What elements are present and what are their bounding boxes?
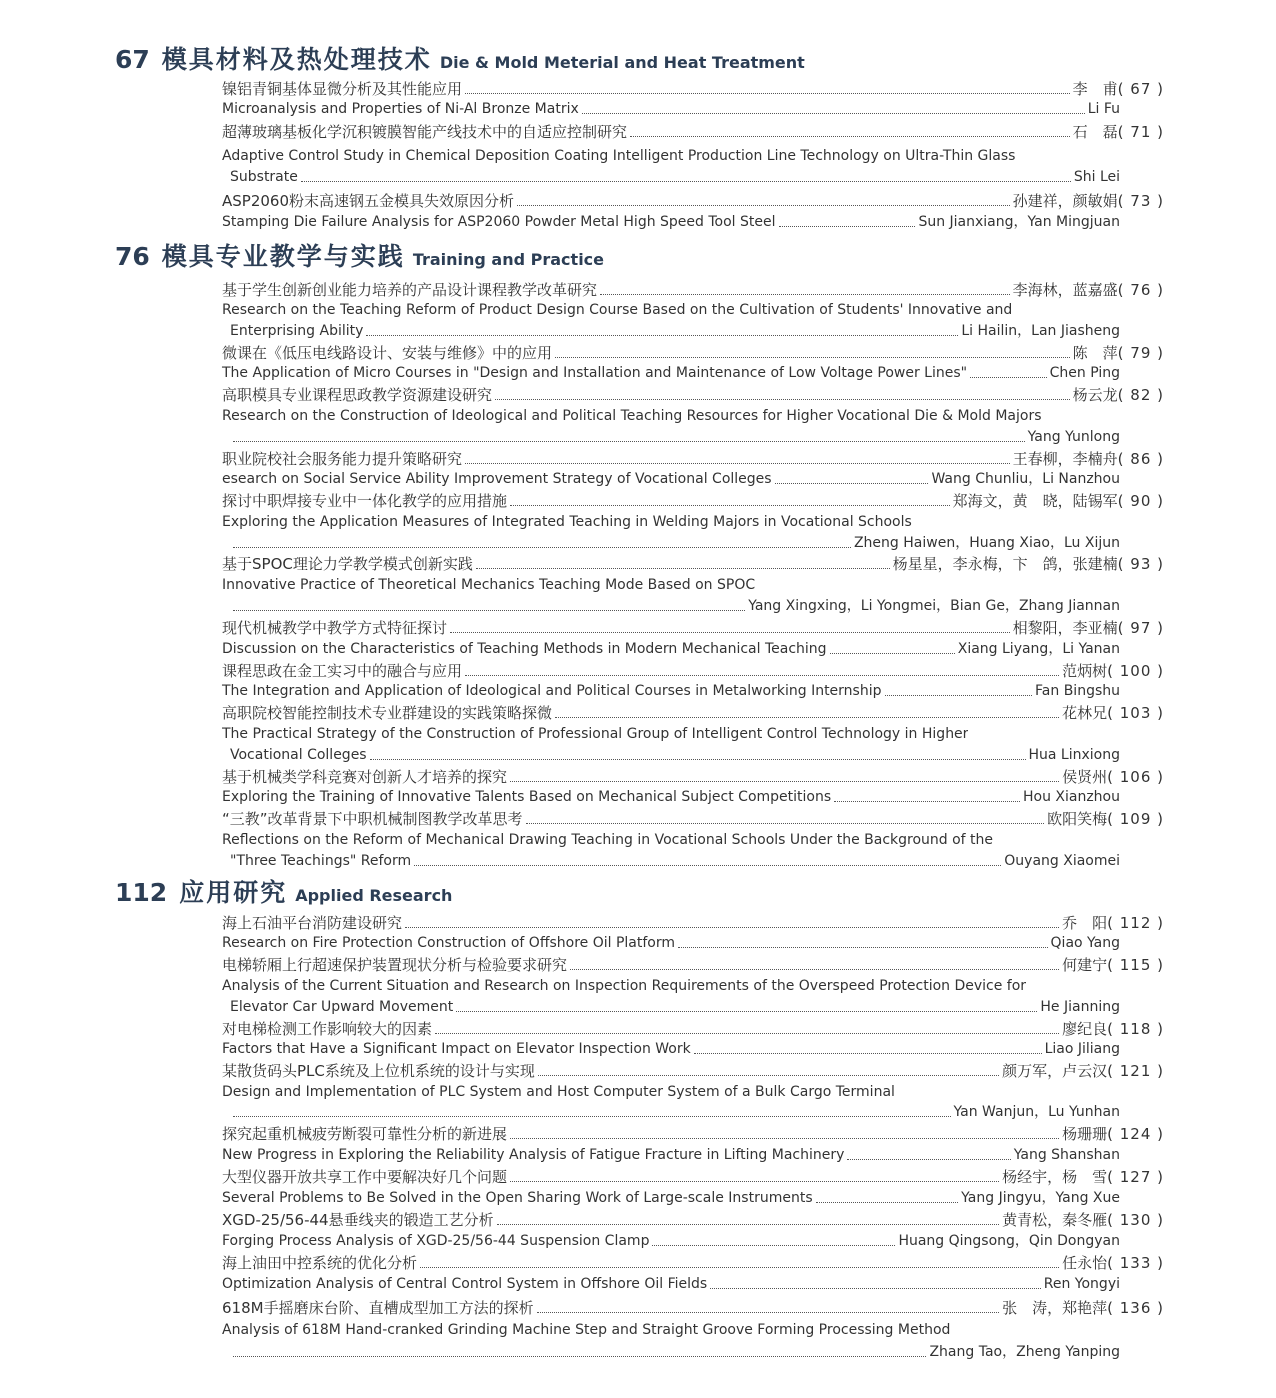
entry-authors-zh: 欧阳笑梅: [1047, 810, 1108, 828]
entry-authors-en: Yang Shanshan: [1013, 1147, 1120, 1163]
dot-leader: [600, 294, 1010, 295]
toc-entry-en: [230, 745, 1120, 765]
toc-entry-zh[interactable]: [222, 343, 1164, 363]
toc-entry-en: [222, 99, 1120, 119]
entry-authors-en: Ren Yongyi: [1043, 1276, 1120, 1292]
dot-leader: [570, 969, 1059, 970]
page-number: ( 71 ): [1117, 123, 1164, 141]
entry-title-zh: 基于机械类学科竞赛对创新人才培养的探究: [222, 768, 508, 786]
toc-entry-en: [222, 933, 1120, 953]
toc-entry-en: [222, 1188, 1120, 1208]
dot-leader: [694, 1053, 1042, 1054]
entry-title-en: "Three Teachings" Reform: [230, 853, 412, 869]
dot-leader: [465, 93, 1070, 94]
dot-leader: [537, 1312, 1000, 1313]
toc-entry-en: [222, 1145, 1120, 1165]
dot-leader: [435, 1033, 1059, 1034]
dot-leader: [526, 823, 1045, 824]
dot-leader: [510, 505, 950, 506]
toc-entry-en: [222, 212, 1120, 232]
entry-title-zh: 海上油田中控系统的优化分析: [222, 1254, 418, 1272]
toc-entry-en: [230, 851, 1120, 871]
entry-authors-zh: 乔 阳: [1062, 914, 1108, 932]
entry-title-en: Innovative Practice of Theoretical Mechanics Teaching Mode Based on SPOC: [222, 577, 756, 593]
dot-leader: [233, 1116, 951, 1117]
entry-title-en: Adaptive Control Study in Chemical Deposition Coating Intelligent Production Line Technology on Ultra-Thin Glass: [222, 148, 1016, 164]
toc-entry-en: [222, 512, 1120, 532]
page-number: ( 76 ): [1117, 281, 1164, 299]
page-number: ( 100 ): [1107, 662, 1164, 680]
entry-authors-en: Fan Bingshu: [1035, 683, 1120, 699]
page-number: ( 73 ): [1117, 192, 1164, 210]
entry-title-zh: XGD-25/56-44悬垂线夹的锻造工艺分析: [222, 1211, 494, 1229]
toc-entry-zh[interactable]: [222, 1167, 1164, 1187]
page-number: ( 136 ): [1107, 1299, 1164, 1317]
dot-leader: [497, 1224, 1000, 1225]
section-number: 76: [115, 242, 150, 271]
toc-entry-zh[interactable]: [222, 767, 1164, 787]
entry-authors-zh: 廖纪良: [1062, 1020, 1108, 1038]
section-title-zh: 模具专业教学与实践: [161, 242, 405, 271]
toc-entry-en: [230, 1102, 1120, 1122]
dot-leader: [510, 781, 1059, 782]
toc-entry-zh[interactable]: [222, 703, 1164, 723]
entry-authors-en: Sun Jianxiang，Yan Mingjuan: [918, 214, 1120, 230]
entry-authors-zh: 杨珊珊: [1062, 1125, 1108, 1143]
entry-authors-en: Zhang Tao，Zheng Yanping: [929, 1344, 1120, 1360]
entry-title-en: Elevator Car Upward Movement: [230, 999, 454, 1015]
page-number: ( 124 ): [1107, 1125, 1164, 1143]
entry-authors-en: Yang Jingyu，Yang Xue: [961, 1190, 1120, 1206]
toc-entry-zh[interactable]: [222, 191, 1164, 211]
entry-title-zh: “三教”改革背景下中职机械制图教学改革思考: [222, 810, 523, 828]
toc-entry-en: [222, 681, 1120, 701]
entry-title-zh: 电梯轿厢上行超速保护装置现状分析与检验要求研究: [222, 956, 568, 974]
entry-authors-zh: 石 磊: [1072, 123, 1118, 141]
entry-title-zh: ASP2060粉末高速钢五金模具失效原因分析: [222, 192, 515, 210]
entry-title-en: Substrate: [230, 169, 298, 185]
toc-entry-en: [222, 830, 1120, 850]
page-number: ( 106 ): [1107, 768, 1164, 786]
toc-entry-zh[interactable]: [222, 79, 1164, 99]
dot-leader: [495, 399, 1070, 400]
dot-leader: [630, 136, 1070, 137]
entry-title-en: Exploring the Application Measures of Integrated Teaching in Welding Majors in Vocational Schools: [222, 514, 912, 530]
toc-entry-zh[interactable]: [222, 1124, 1164, 1144]
entry-title-en: Design and Implementation of PLC System and Host Computer System of a Bulk Cargo Terminal: [222, 1084, 895, 1100]
toc-entry-zh[interactable]: [222, 1061, 1164, 1081]
entry-authors-zh: 杨经宇，杨 雪: [1002, 1168, 1108, 1186]
entry-authors-zh: 郑海文，黄 晓，陆锡军: [952, 492, 1118, 510]
toc-entry-zh[interactable]: [222, 449, 1164, 469]
toc-entry-zh[interactable]: [222, 618, 1164, 638]
dot-leader: [816, 1202, 959, 1203]
entry-title-zh: 高职模具专业课程思政教学资源建设研究: [222, 386, 493, 404]
entry-title-en: The Integration and Application of Ideological and Political Courses in Metalworking Internship: [222, 683, 882, 699]
entry-authors-zh: 相黎阳，李亚楠: [1012, 619, 1118, 637]
entry-title-zh: 现代机械教学中教学方式特征探讨: [222, 619, 448, 637]
page-number: ( 67 ): [1117, 80, 1164, 98]
toc-entry-zh[interactable]: [222, 955, 1164, 975]
toc-entry-zh[interactable]: [222, 1298, 1164, 1318]
toc-entry-en: [230, 167, 1120, 187]
page-number: ( 97 ): [1117, 619, 1164, 637]
entry-title-en: Exploring the Training of Innovative Talents Based on Mechanical Subject Competitions: [222, 789, 832, 805]
dot-leader: [476, 568, 890, 569]
entry-title-zh: 微课在《低压电线路设计、安装与维修》中的应用: [222, 344, 553, 362]
dot-leader: [885, 695, 1033, 696]
toc-entry-en: [222, 724, 1120, 744]
page-number: ( 133 ): [1107, 1254, 1164, 1272]
entry-authors-zh: 张 涛，郑艳萍: [1002, 1299, 1108, 1317]
entry-title-en: Stamping Die Failure Analysis for ASP2060 Powder Metal High Speed Tool Steel: [222, 214, 776, 230]
section-header: [115, 237, 604, 273]
entry-authors-en: He Jianning: [1040, 999, 1120, 1015]
entry-title-en: The Practical Strategy of the Construction of Professional Group of Intelligent Control Technology in Higher: [222, 726, 969, 742]
entry-title-en: Research on the Teaching Reform of Product Design Course Based on the Cultivation of Students' Innovative and: [222, 302, 1013, 318]
entry-authors-en: Huang Qingsong，Qin Dongyan: [898, 1233, 1120, 1249]
toc-entry-en: [222, 1320, 1120, 1340]
entry-title-zh: 探讨中职焊接专业中一体化教学的应用措施: [222, 492, 508, 510]
toc-entry-zh[interactable]: [222, 554, 1164, 574]
toc-entry-zh[interactable]: [222, 122, 1164, 142]
dot-leader: [420, 1267, 1059, 1268]
toc-entry-en: [222, 1231, 1120, 1251]
entry-title-en: Microanalysis and Properties of Ni-Al Bronze Matrix: [222, 101, 579, 117]
entry-authors-en: Ouyang Xiaomei: [1004, 853, 1120, 869]
entry-title-en: esearch on Social Service Ability Improvement Strategy of Vocational Colleges: [222, 471, 772, 487]
entry-authors-en: Zheng Haiwen，Huang Xiao，Lu Xijun: [853, 535, 1120, 551]
entry-authors-zh: 杨星星，李永梅，卞 鸽，张建楠: [892, 555, 1118, 573]
dot-leader: [775, 483, 929, 484]
toc-entry-zh[interactable]: [222, 385, 1164, 405]
toc-entry-zh[interactable]: [222, 913, 1164, 933]
entry-authors-en: Chen Ping: [1049, 365, 1120, 381]
toc-entry-en: [230, 427, 1120, 447]
entry-title-zh: 618M手摇磨床台阶、直槽成型加工方法的探析: [222, 1299, 534, 1317]
dot-leader: [233, 441, 1025, 442]
section-title-zh: 模具材料及热处理技术: [161, 45, 432, 74]
entry-title-en: Optimization Analysis of Central Control System in Offshore Oil Fields: [222, 1276, 708, 1292]
dot-leader: [830, 653, 955, 654]
entry-title-zh: 超薄玻璃基板化学沉积镀膜智能产线技术中的自适应控制研究: [222, 123, 628, 141]
toc-entry-en: [222, 363, 1120, 383]
toc-entry-en: [222, 300, 1120, 320]
entry-title-en: Factors that Have a Significant Impact on Elevator Inspection Work: [222, 1041, 691, 1057]
toc-entry-en: [222, 1274, 1120, 1294]
entry-authors-zh: 李 甫: [1072, 80, 1118, 98]
entry-title-en: The Application of Micro Courses in "Design and Installation and Maintenance of Low Voltage Power Lines": [222, 365, 968, 381]
page-number: ( 86 ): [1117, 450, 1164, 468]
section-title-zh: 应用研究: [179, 878, 288, 907]
entry-authors-en: Yang Yunlong: [1027, 429, 1120, 445]
entry-authors-en: Hua Linxiong: [1028, 747, 1120, 763]
toc-entry-en: [230, 321, 1120, 341]
toc-entry-en: [222, 146, 1120, 166]
toc-entry-en: [222, 1082, 1120, 1102]
section-number: 67: [115, 45, 150, 74]
entry-authors-en: Yang Xingxing，Li Yongmei，Bian Ge，Zhang Jiannan: [748, 598, 1120, 614]
entry-authors-en: Shi Lei: [1073, 169, 1120, 185]
toc-entry-en: [222, 787, 1120, 807]
dot-leader: [678, 947, 1048, 948]
dot-leader: [370, 759, 1026, 760]
entry-authors-zh: 侯贤州: [1062, 768, 1108, 786]
toc-entry-en: [230, 533, 1120, 553]
toc-entry-zh[interactable]: [222, 809, 1164, 829]
dot-leader: [465, 463, 1010, 464]
entry-title-zh: 高职院校智能控制技术专业群建设的实践策略探微: [222, 704, 553, 722]
entry-authors-zh: 何建宁: [1062, 956, 1108, 974]
entry-title-en: Discussion on the Characteristics of Teaching Methods in Modern Mechanical Teaching: [222, 641, 827, 657]
entry-authors-en: Li Fu: [1087, 101, 1120, 117]
entry-title-zh: 基于SPOC理论力学教学模式创新实践: [222, 555, 473, 573]
toc-entry-en: [230, 596, 1120, 616]
entry-authors-zh: 颜万军，卢云汉: [1002, 1062, 1108, 1080]
page-number: ( 127 ): [1107, 1168, 1164, 1186]
entry-title-en: Analysis of 618M Hand-cranked Grinding Machine Step and Straight Groove Forming Processing Method: [222, 1322, 951, 1338]
section-title-en: Die & Mold Meterial and Heat Treatment: [439, 53, 805, 72]
entry-title-zh: 课程思政在金工实习中的融合与应用: [222, 662, 463, 680]
entry-title-zh: 镍铝青铜基体显微分析及其性能应用: [222, 80, 463, 98]
dot-leader: [510, 1181, 999, 1182]
section-header: [115, 873, 452, 909]
section-title-en: Applied Research: [295, 886, 453, 905]
entry-authors-en: Qiao Yang: [1050, 935, 1120, 951]
dot-leader: [366, 335, 958, 336]
section-title-en: Training and Practice: [412, 250, 605, 269]
entry-authors-zh: 任永怡: [1062, 1254, 1108, 1272]
page-number: ( 118 ): [1107, 1020, 1164, 1038]
entry-authors-zh: 李海林，蓝嘉盛: [1012, 281, 1118, 299]
entry-title-en: Forging Process Analysis of XGD-25/56-44 Suspension Clamp: [222, 1233, 650, 1249]
page-number: ( 130 ): [1107, 1211, 1164, 1229]
section-header: [115, 40, 805, 76]
dot-leader: [510, 1138, 1059, 1139]
dot-leader: [233, 547, 851, 548]
toc-entry-zh[interactable]: [222, 1210, 1164, 1230]
toc-entry-zh[interactable]: [222, 1253, 1164, 1273]
dot-leader: [970, 377, 1047, 378]
dot-leader: [456, 1011, 1037, 1012]
page-number: ( 112 ): [1107, 914, 1164, 932]
dot-leader: [779, 226, 916, 227]
entry-title-en: Research on Fire Protection Construction of Offshore Oil Platform: [222, 935, 676, 951]
entry-title-zh: 职业院校社会服务能力提升策略研究: [222, 450, 463, 468]
entry-authors-zh: 陈 萍: [1072, 344, 1118, 362]
dot-leader: [652, 1245, 895, 1246]
page-number: ( 121 ): [1107, 1062, 1164, 1080]
dot-leader: [405, 927, 1059, 928]
entry-authors-en: Xiang Liyang，Li Yanan: [957, 641, 1120, 657]
toc-entry-en: [222, 469, 1120, 489]
entry-authors-zh: 黄青松，秦冬雁: [1002, 1211, 1108, 1229]
entry-authors-en: Li Hailin，Lan Jiasheng: [961, 323, 1120, 339]
dot-leader: [582, 113, 1085, 114]
dot-leader: [301, 181, 1071, 182]
dot-leader: [710, 1288, 1041, 1289]
toc-entry-zh[interactable]: [222, 491, 1164, 511]
page-number: ( 103 ): [1107, 704, 1164, 722]
dot-leader: [450, 632, 1010, 633]
page-number: ( 79 ): [1117, 344, 1164, 362]
entry-title-en: Research on the Construction of Ideological and Political Teaching Resources for Higher Vocational Die & Mold Majors: [222, 408, 1042, 424]
entry-title-zh: 大型仪器开放共享工作中要解决好几个问题: [222, 1168, 508, 1186]
entry-authors-zh: 孙建祥，颜敏娟: [1012, 192, 1118, 210]
toc-entry-en: [222, 639, 1120, 659]
entry-title-zh: 对电梯检测工作影响较大的因素: [222, 1020, 433, 1038]
entry-title-en: Vocational Colleges: [230, 747, 367, 763]
page-number: ( 115 ): [1107, 956, 1164, 974]
dot-leader: [414, 865, 1001, 866]
entry-title-zh: 基于学生创新创业能力培养的产品设计课程教学改革研究: [222, 281, 598, 299]
dot-leader: [555, 357, 1070, 358]
page-number: ( 93 ): [1117, 555, 1164, 573]
toc-entry-zh[interactable]: [222, 661, 1164, 681]
dot-leader: [847, 1159, 1010, 1160]
toc-entry-zh[interactable]: [222, 1019, 1164, 1039]
dot-leader: [834, 801, 1020, 802]
entry-title-en: Enterprising Ability: [230, 323, 364, 339]
entry-title-zh: 探究起重机械疲劳断裂可靠性分析的新进展: [222, 1125, 508, 1143]
entry-title-zh: 海上石油平台消防建设研究: [222, 914, 403, 932]
toc-entry-en: [230, 1342, 1120, 1362]
entry-authors-zh: 范炳树: [1062, 662, 1108, 680]
entry-authors-en: Hou Xianzhou: [1022, 789, 1120, 805]
toc-entry-en: [222, 406, 1120, 426]
entry-authors-en: Liao Jiliang: [1044, 1041, 1120, 1057]
page-number: ( 109 ): [1107, 810, 1164, 828]
dot-leader: [465, 675, 1059, 676]
section-number: 112: [115, 878, 168, 907]
entry-title-en: New Progress in Exploring the Reliability Analysis of Fatigue Fracture in Lifting Machinery: [222, 1147, 845, 1163]
entry-authors-zh: 花林兄: [1062, 704, 1108, 722]
entry-title-zh: 某散货码头PLC系统及上位机系统的设计与实现: [222, 1062, 535, 1080]
dot-leader: [538, 1075, 999, 1076]
toc-entry-en: [222, 1039, 1120, 1059]
dot-leader: [517, 205, 1010, 206]
dot-leader: [233, 610, 745, 611]
dot-leader: [555, 717, 1059, 718]
entry-authors-en: Wang Chunliu，Li Nanzhou: [931, 471, 1120, 487]
entry-authors-zh: 王春柳，李楠舟: [1012, 450, 1118, 468]
page-number: ( 82 ): [1117, 386, 1164, 404]
entry-title-en: Analysis of the Current Situation and Research on Inspection Requirements of the Overspeed Protection Device for: [222, 978, 1027, 994]
dot-leader: [233, 1356, 926, 1357]
page-number: ( 90 ): [1117, 492, 1164, 510]
entry-authors-zh: 杨云龙: [1072, 386, 1118, 404]
entry-authors-en: Yan Wanjun，Lu Yunhan: [953, 1104, 1120, 1120]
toc-entry-en: [222, 575, 1120, 595]
entry-title-en: Reflections on the Reform of Mechanical Drawing Teaching in Vocational Schools Under the Background of the: [222, 832, 994, 848]
toc-entry-en: [230, 997, 1120, 1017]
toc-entry-zh[interactable]: [222, 280, 1164, 300]
toc-entry-en: [222, 976, 1120, 996]
entry-title-en: Several Problems to Be Solved in the Open Sharing Work of Large-scale Instruments: [222, 1190, 813, 1206]
